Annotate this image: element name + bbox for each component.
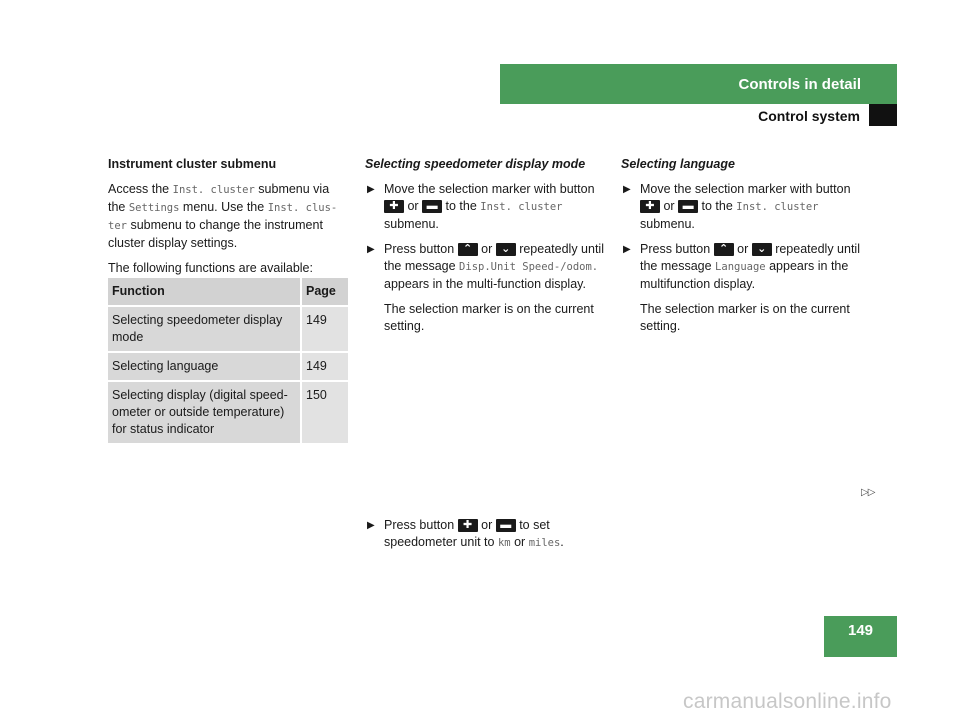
text: Press button — [640, 242, 714, 256]
step-set-unit — [365, 517, 605, 552]
text: submenu. — [384, 217, 439, 231]
step-move-marker — [621, 181, 861, 233]
text: to the — [698, 199, 737, 213]
text: or — [404, 199, 423, 213]
header-page: Page — [300, 278, 348, 307]
header-function: Function — [108, 278, 300, 307]
code-km: km — [497, 537, 511, 549]
functions-table — [108, 278, 348, 445]
down-key-icon: ⌄ — [752, 243, 772, 256]
heading-speedometer: Selecting speedometer display mode — [365, 157, 586, 171]
note-current-setting: The selection marker is on the current setting. — [640, 302, 850, 333]
functions-intro: The following functions are available: — [108, 261, 313, 275]
minus-key-icon: ▬ — [496, 519, 516, 532]
minus-key-icon: ▬ — [678, 200, 698, 213]
text: menu. Use the — [179, 200, 268, 214]
plus-key-icon: ✚ — [458, 519, 478, 532]
text: submenu to change the instrument cluster display settings. — [108, 218, 323, 250]
bullet-arrow-icon: ▶ — [623, 184, 631, 195]
column-instrument-cluster — [108, 156, 340, 285]
text: repeatedly until the message — [640, 242, 860, 273]
subsection-title: Control system — [758, 108, 860, 124]
text: or — [510, 535, 529, 549]
text: Press button — [384, 242, 458, 256]
step-move-marker — [365, 181, 605, 233]
step-set-unit-wrap — [365, 517, 605, 560]
plus-key-icon: ✚ — [640, 200, 660, 213]
text: appears in the multi-function display. — [384, 277, 586, 291]
text: submenu. — [640, 217, 695, 231]
text: or — [477, 518, 496, 532]
text: or — [733, 242, 752, 256]
code-miles: miles — [528, 537, 561, 549]
bullet-arrow-icon: ▶ — [623, 244, 631, 255]
text: or — [660, 199, 679, 213]
minus-key-icon: ▬ — [422, 200, 442, 213]
section-title: Controls in detail — [738, 75, 861, 93]
code-inst-cluster: Inst. cluster — [480, 201, 563, 213]
bullet-arrow-icon: ▶ — [367, 184, 375, 195]
subsection-marker — [869, 104, 897, 126]
cell-page: 150 — [300, 382, 348, 445]
page-number: 149 — [824, 616, 897, 657]
bullet-arrow-icon: ▶ — [367, 244, 375, 255]
text: Access the — [108, 182, 173, 196]
note-current-setting: The selection marker is on the current setting. — [384, 302, 594, 333]
cell-page: 149 — [300, 353, 348, 382]
text: appears in the multifunction display. — [640, 259, 849, 291]
cell-page: 149 — [300, 307, 348, 353]
text: Press button — [384, 518, 458, 532]
text: to the — [442, 199, 481, 213]
column-language — [621, 156, 861, 343]
cell-function: Selecting language — [108, 353, 300, 382]
text: . — [560, 535, 564, 549]
text: repeatedly until the message — [384, 242, 604, 273]
bullet-arrow-icon: ▶ — [367, 520, 375, 531]
step-press-up-down — [365, 241, 605, 293]
code-language: Language — [715, 261, 766, 273]
code-settings: Settings — [128, 202, 180, 214]
down-key-icon: ⌄ — [496, 243, 516, 256]
continued-icon: ▷▷ — [861, 487, 875, 498]
section-header — [500, 64, 897, 104]
table-header-row — [108, 278, 348, 307]
up-key-icon: ⌃ — [714, 243, 734, 256]
heading-language: Selecting language — [621, 157, 735, 171]
intro-paragraph — [108, 181, 340, 252]
step-press-up-down — [621, 241, 861, 293]
code-inst-cluster-hyphen: Inst. clus-ter — [108, 202, 338, 232]
watermark-logo: carmanualsonline.info — [683, 690, 892, 713]
code-inst-cluster: Inst. cluster — [736, 201, 819, 213]
up-key-icon: ⌃ — [458, 243, 478, 256]
text: submenu via the — [108, 182, 330, 214]
text: or — [477, 242, 496, 256]
cell-function: Selecting display (digital speed-ometer or outside temperature) for status indicator — [108, 382, 300, 445]
text: Move the selection marker with button — [640, 182, 851, 196]
column-speedometer — [365, 156, 605, 343]
text: to set speedometer unit to — [384, 518, 550, 549]
table-row — [108, 382, 348, 445]
plus-key-icon: ✚ — [384, 200, 404, 213]
text: Move the selection marker with button — [384, 182, 595, 196]
table-row — [108, 353, 348, 382]
heading-instrument-cluster: Instrument cluster submenu — [108, 157, 277, 171]
cell-function: Selecting speedometer display mode — [108, 307, 300, 353]
table-row — [108, 307, 348, 353]
code-inst-cluster: Inst. cluster — [172, 184, 255, 196]
code-disp-unit: Disp.Unit Speed-/odom. — [459, 261, 599, 273]
